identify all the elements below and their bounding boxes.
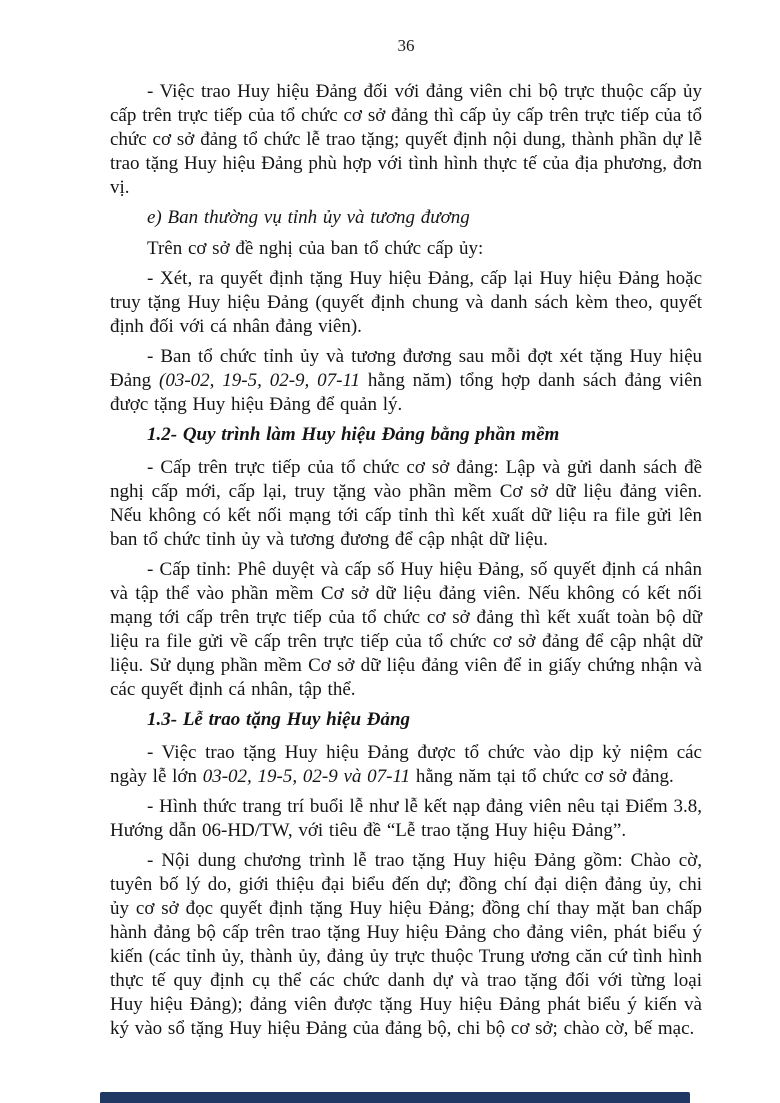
bottom-bar — [100, 1092, 690, 1103]
section-heading — [110, 708, 702, 732]
text-segment: Trên cơ sở đề nghị của ban tổ chức cấp ủy: — [147, 238, 484, 259]
text-segment: - Nội dung chương trình lễ trao tặng Huy hiệu Đảng gồm: Chào cờ, tuyên bố lý do, giới thiệu đại biểu đến dự; đồng chí đại diện đảng ủy, chi ủy cơ sở đọc quyết định tặng Huy hiệu Đảng; đồng chí thay mặt ban chấp hành đảng bộ cấp trên trao tặng Huy hiệu Đảng cho đảng viên, phát biểu ý kiến (các tỉnh ủy, thành ủy, đảng ủy trực thuộc Trung ương căn cứ tình hình thực tế quy định cụ thể các chức danh dự và trao tặng đối với từng loại Huy hiệu Đảng); đảng viên được tặng Huy hiệu Đảng phát biểu ý kiến và ký vào sổ tặng Huy hiệu Đảng của đảng bộ, chi bộ cơ sở; chào cờ, bế mạc. — [110, 850, 702, 1039]
paragraph — [110, 267, 702, 339]
text-segment: - Cấp trên trực tiếp của tổ chức cơ sở đảng: Lập và gửi danh sách đề nghị cấp mới, cấp lại, truy tặng vào phần mềm Cơ sở dữ liệu đảng viên. Nếu không có kết nối mạng tới cấp tỉnh thì kết xuất dữ liệu ra file gửi lên ban tổ chức tỉnh ủy và tương đương để cập nhật dữ liệu. — [110, 457, 702, 550]
text-segment: 1.3- Lễ trao tặng Huy hiệu Đảng — [147, 709, 411, 730]
text-segment: - Cấp tỉnh: Phê duyệt và cấp số Huy hiệu Đảng, số quyết định cá nhân và tập thể vào phần mềm Cơ sở dữ liệu đảng viên. Nếu không có kết nối mạng tới cấp trên trực tiếp của tổ chức cơ sở đảng thì kết xuất toàn bộ dữ liệu ra file gửi về cấp trên trực tiếp của tổ chức cơ sở đảng để cập nhật dữ liệu. Sử dụng phần mềm Cơ sở dữ liệu đảng viên để in giấy chứng nhận và các quyết định cá nhân, tập thể. — [110, 559, 702, 700]
text-segment: - Việc trao tặng Huy hiệu Đảng được tổ chức vào dịp kỷ niệm các ngày lễ lớn — [110, 742, 702, 787]
paragraph — [110, 345, 702, 417]
text-segment: hằng năm tại tổ chức cơ sở đảng. — [410, 766, 674, 787]
paragraph — [110, 237, 702, 261]
paragraph — [110, 558, 702, 702]
paragraph — [110, 456, 702, 552]
text-segment: - Ban tổ chức tỉnh ủy và tương đương sau mỗi đợt xét tặng Huy hiệu Đảng — [110, 346, 702, 391]
paragraph — [110, 795, 702, 843]
text-segment: 1.2- Quy trình làm Huy hiệu Đảng bằng phần mềm — [147, 424, 560, 445]
paragraph — [110, 849, 702, 1041]
paragraph — [110, 80, 702, 200]
paragraph — [110, 741, 702, 789]
section-heading — [110, 423, 702, 447]
section-heading — [110, 206, 702, 230]
text-segment: e) Ban thường vụ tỉnh ủy và tương đương — [147, 207, 470, 228]
text-segment: - Hình thức trang trí buổi lễ như lễ kết nạp đảng viên nêu tại Điểm 3.8, Hướng dẫn 06-HD/TW, với tiêu đề “Lễ trao tặng Huy hiệu Đảng”. — [110, 796, 702, 841]
text-segment: - Xét, ra quyết định tặng Huy hiệu Đảng, cấp lại Huy hiệu Đảng hoặc truy tặng Huy hiệu Đảng (quyết định chung và danh sách kèm theo, quyết định đối với cá nhân đảng viên). — [110, 268, 702, 337]
text-segment: - Việc trao Huy hiệu Đảng đối với đảng viên chi bộ trực thuộc cấp ủy cấp trên trực tiếp của tổ chức cơ sở đảng thì cấp ủy cấp trên trực tiếp của tổ chức cơ sở đảng tổ chức lễ trao tặng; quyết định nội dung, thành phần dự lễ trao tặng Huy hiệu Đảng phù hợp với tình hình thực tế của địa phương, đơn vị. — [110, 81, 702, 198]
text-segment: 03-02, 19-5, 02-9 và 07-11 — [202, 766, 411, 787]
page-number: 36 — [397, 36, 415, 55]
text-segment: hằng năm) tổng hợp danh sách đảng viên được tặng Huy hiệu Đảng để quản lý. — [110, 370, 702, 415]
document-body — [110, 80, 702, 1047]
text-segment: (03-02, 19-5, 02-9, 07-11 — [159, 370, 361, 391]
